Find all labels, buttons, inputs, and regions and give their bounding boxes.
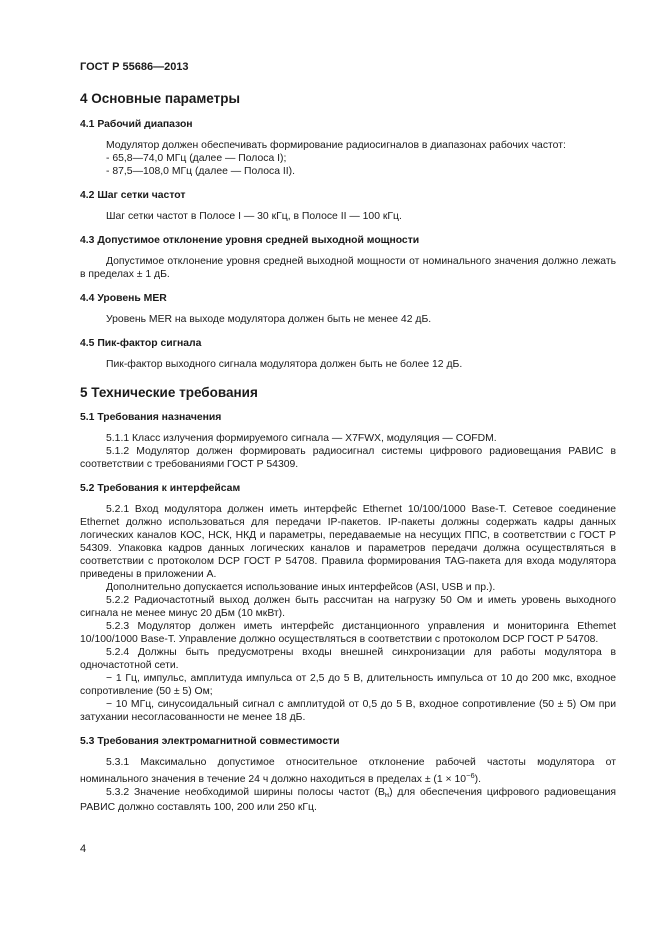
section-5-2-4-item-2: − 10 МГц, синусоидальный сигнал с амплитудой от 0,5 до 5 В, входное сопротивление (50 ± 5) Ом при затухании несогласованности не менее 18 дБ. (80, 699, 616, 723)
section-4-1-item-1: - 65,8—74,0 МГц (далее — Полоса I); (106, 153, 287, 164)
section-4-4-text: Уровень MER на выходе модулятора должен быть не менее 42 дБ. (106, 314, 432, 325)
section-4-5-text: Пик-фактор выходного сигнала модулятора должен быть не более 12 дБ. (106, 359, 463, 370)
section-5-3-2-part-b: ) для обеспечения цифрового радиовещания РАВИС должно составлять 100, 200 или 250 кГц. (80, 787, 616, 813)
section-5-3-1-text (80, 756, 616, 786)
section-5-2-1-extra: Дополнительно допускается использование иных интерфейсов (ASI, USB и пр.). (106, 582, 496, 593)
section-4-1-item-2: - 87,5—108,0 МГц (далее — Полоса II). (106, 166, 296, 177)
section-5-2-title: 5.2 Требования к интерфейсам (80, 483, 241, 494)
section-5-3-1-main: 5.3.1 Максимально допустимое относительное отклонение рабочей частоты модулятора от номинального значения в течение 24 ч должно находиться в пределах ± (1 × 10 (80, 757, 616, 785)
section-4-4-title: 4.4 Уровень MER (80, 293, 167, 304)
section-4-2-title: 4.2 Шаг сетки частот (80, 190, 186, 201)
section-5-3-title: 5.3 Требования электромагнитной совместимости (80, 736, 340, 747)
section-5-3-1-exponent: −6 (466, 771, 475, 780)
section-5-2-1-text: 5.2.1 Вход модулятора должен иметь интерфейс Ethernet 10/100/1000 Base-T. Сетевое соединение Ethernet должно использоваться для передачи IP-пакетов. IP-пакеты должны содержать кадры данных логических каналов КОС, НСК, НКД и параметры, передаваемые на несущих ППС, в соответствии с ГОСТ Р 54309. Упаковка кадров данных логических каналов и параметров передачи должна осуществляться в соответствии с протоколом DCP ГОСТ Р 54708. Правила формирования TAG-пакета для входа модулятора приведены в приложении А. (80, 504, 616, 580)
section-5-title: 5 Технические требования (80, 385, 258, 400)
section-5-1-2-text: 5.1.2 Модулятор должен формировать радиосигнал системы цифрового радиовещания РАВИС в соответствии с требованиями ГОСТ Р 54309. (80, 446, 616, 470)
section-5-2-4-item-1: − 1 Гц, импульс, амплитуда импульса от 2,5 до 5 В, длительность импульса от 10 до 200 мкс, входное сопротивление (50 ± 5) Ом; (80, 673, 616, 697)
section-5-3-2-part-a: 5.3.2 Значение необходимой ширины полосы частот (B (106, 787, 385, 798)
section-5-1-title: 5.1 Требования назначения (80, 412, 222, 423)
section-4-3-text: Допустимое отклонение уровня средней выходной мощности от номинального значения должно лежать в пределах ± 1 дБ. (80, 256, 616, 280)
section-4-3-title: 4.3 Допустимое отклонение уровня средней выходной мощности (80, 235, 420, 246)
document-body (80, 91, 616, 814)
page-header: ГОСТ Р 55686—2013 (80, 61, 189, 73)
section-5-3-2-subscript: н (384, 790, 390, 799)
page-number: 4 (80, 843, 87, 855)
section-5-3-2-text (80, 786, 616, 814)
section-5-2-4-text: 5.2.4 Должны быть предусмотрены входы внешней синхронизации для работы модулятора в одночастотной сети. (80, 647, 616, 671)
section-5-3-1-end: ). (474, 774, 481, 785)
section-4-1-text: Модулятор должен обеспечивать формирование радиосигналов в диапазонах рабочих частот: (106, 140, 566, 151)
section-4-5-title: 4.5 Пик-фактор сигнала (80, 338, 202, 349)
section-4-1-title: 4.1 Рабочий диапазон (80, 119, 193, 130)
section-4-2-text: Шаг сетки частот в Полосе I — 30 кГц, в Полосе II — 100 кГц. (106, 211, 402, 222)
section-4-title: 4 Основные параметры (80, 91, 241, 106)
section-5-1-1-text: 5.1.1 Класс излучения формируемого сигнала — X7FWX, модуляция — COFDM. (106, 433, 497, 444)
section-5-2-3-text: 5.2.3 Модулятор должен иметь интерфейс дистанционного управления и мониторинга Ethemet 10/100/1000 Base-T. Управление должно осуществляться в соответствии с протоколом DCP ГОСТ Р 54708. (80, 621, 616, 645)
section-5-2-2-text: 5.2.2 Радиочастотный выход должен быть рассчитан на нагрузку 50 Ом и иметь уровень выходного сигнала не менее минус 20 дБм (10 мкВт). (80, 595, 616, 619)
